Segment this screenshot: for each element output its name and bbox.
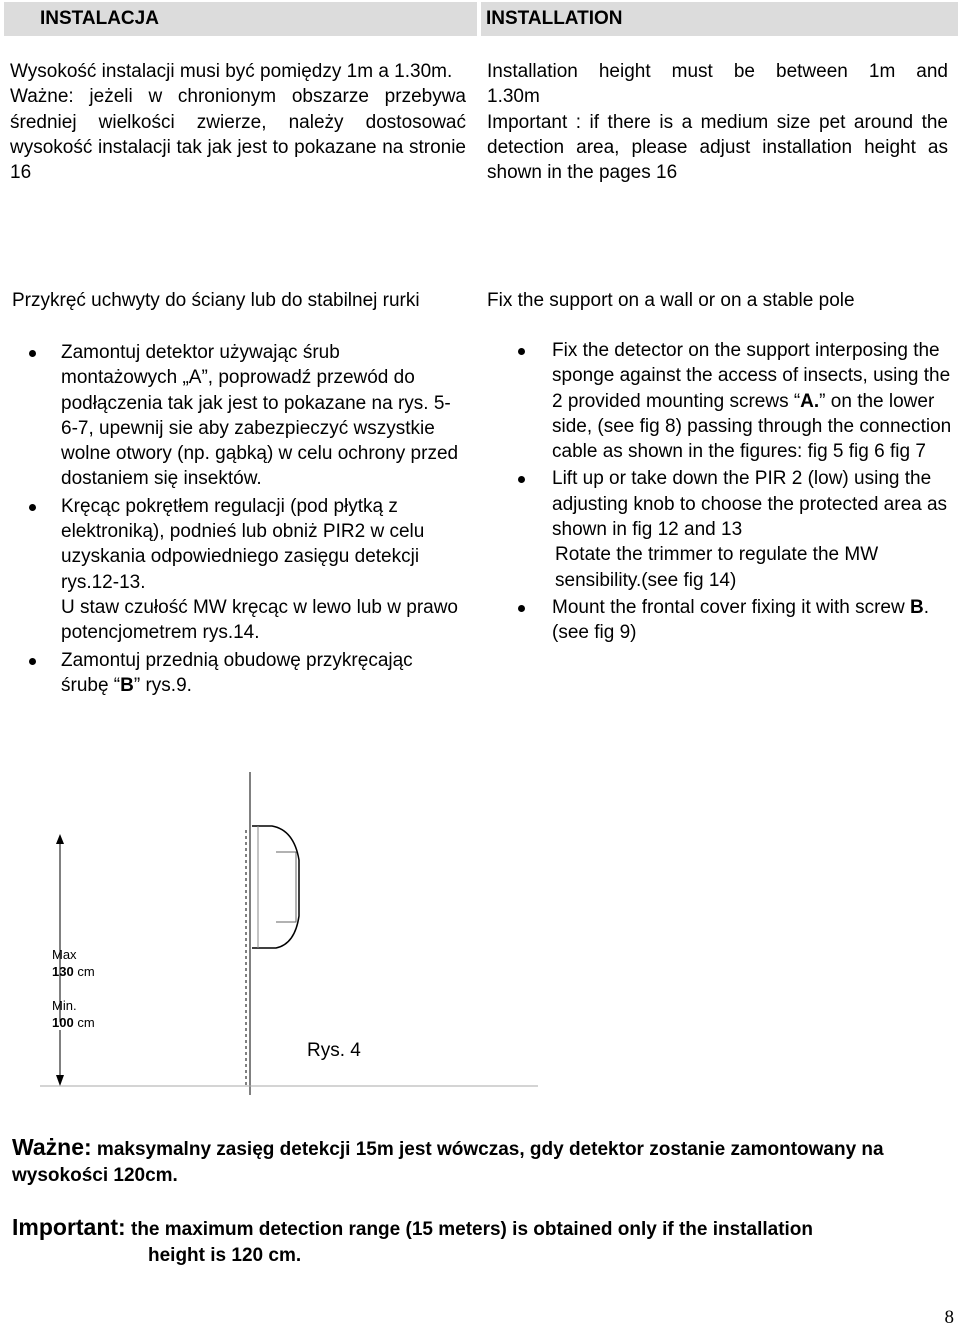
bullet-list-en — [552, 338, 952, 646]
max-label: Max — [52, 947, 77, 962]
bullet-text-post: . (see fig 9) — [552, 596, 929, 644]
bullet-text-pre: Zamontuj przednią obudowę przykręcając śrubę “ — [61, 649, 413, 696]
max-value: 130 — [52, 964, 74, 979]
intro-pl — [10, 59, 466, 185]
figure-caption: Rys. 4 — [307, 1040, 361, 1061]
bullet-icon — [29, 658, 36, 665]
max-unit: cm — [73, 964, 95, 979]
installation-diagram — [0, 760, 960, 1100]
install-height-en-line2: 1.30m — [487, 86, 540, 108]
page-number: 8 — [944, 1307, 954, 1328]
bullet-text: Lift up or take down the PIR 2 (low) using the adjusting knob to choose the protected area as shown in fig 12 and 13 — [552, 468, 948, 541]
min-unit: cm — [73, 1015, 95, 1030]
list-item — [61, 494, 461, 646]
bullet-icon — [29, 350, 36, 357]
max-height-label — [52, 946, 95, 980]
bullet-icon — [518, 476, 525, 483]
bullet-text-pre: Mount the frontal cover fixing it with screw — [552, 596, 910, 618]
important-note-en — [12, 1214, 952, 1269]
note-text-en-cont: height is 120 cm. — [148, 1245, 302, 1266]
important-pl: Ważne: jeżeli w chronionym obszarze przebywa średniej wielkości zwierze, należy dostosować wysokość instalacji tak jak jest to pokazane na stronie 16 — [10, 86, 466, 184]
arrow-up-icon — [56, 834, 64, 844]
fix-support-en: Fix the support on a wall or on a stable pole — [487, 290, 855, 311]
bullet-list-pl — [61, 340, 461, 698]
bullet-text-pre: Fix the detector on the support interposing the sponge against the access of insects, using the 2 provided mounting screws “ — [552, 340, 951, 412]
bullet-subtext: Rotate the trimmer to regulate the MW sensibility.(see fig 14) — [555, 544, 879, 591]
bullet-subtext: U staw czułość MW kręcąc w lewo lub w prawo potencjometrem rys.14. — [61, 596, 458, 644]
important-note-pl — [12, 1134, 942, 1189]
note-text-en: the maximum detection range (15 meters) is obtained only if the installation — [125, 1219, 814, 1240]
bullet-text: Kręcąc pokrętłem regulacji (pod płytką z elektroniką), podnieś lub obniż PIR2 w celu uzyskania odpowiedniego zasięgu detekcji rys.12-13. — [61, 495, 425, 593]
note-lead-pl: Ważne: — [12, 1134, 92, 1160]
min-height-label — [52, 997, 95, 1030]
note-text-pl: maksymalny zasięg detekcji 15m jest wówczas, gdy detektor zostanie zamontowany na wysokości 120cm. — [12, 1139, 884, 1186]
screw-a-label: A. — [800, 390, 820, 412]
install-height-en-line1: Installation height must be between 1m and — [487, 61, 948, 82]
list-item — [552, 595, 952, 646]
min-value: 100 — [52, 1015, 74, 1030]
section-header-en: INSTALLATION — [481, 2, 958, 36]
min-label: Min. — [52, 998, 77, 1013]
bullet-icon — [29, 504, 36, 511]
list-item — [61, 340, 461, 492]
install-height-pl: Wysokość instalacji musi być pomiędzy 1m a 1.30m. — [10, 61, 453, 82]
detector-body — [252, 826, 299, 948]
bullet-text-post: ” rys.9. — [133, 674, 192, 696]
bullet-text: Zamontuj detektor używając śrub montażowych „A”, poprowadź przewód do podłączenia tak jak jest to pokazane na rys. 5-6-7, upewnij sie aby zabezpieczyć wszystkie wolne otwory (np. gąbką) w celu ochrony przed dostaniem się insektów. — [61, 342, 459, 490]
screw-b-label: B — [909, 596, 924, 618]
installation-height-figure — [0, 760, 960, 1100]
arrow-down-icon — [56, 1075, 64, 1086]
section-header-pl: INSTALACJA — [4, 2, 477, 36]
list-item — [552, 466, 952, 592]
list-item — [552, 338, 952, 464]
list-item — [61, 648, 461, 699]
screw-b-label: B — [120, 674, 134, 696]
fix-support-pl: Przykręć uchwyty do ściany lub do stabilnej rurki — [12, 290, 420, 311]
intro-en — [487, 59, 948, 185]
bullet-icon — [518, 605, 525, 612]
bullet-text-post: ” on the lower side, (see fig 8) passing through the connection cable as shown in the figures: fig 5 fig 6 fig 7 — [552, 390, 952, 463]
note-lead-en: Important: — [12, 1214, 126, 1240]
important-en: Important : if there is a medium size pet around the detection area, please adjust installation height as shown in the pages 16 — [487, 111, 948, 184]
bullet-icon — [518, 348, 525, 355]
